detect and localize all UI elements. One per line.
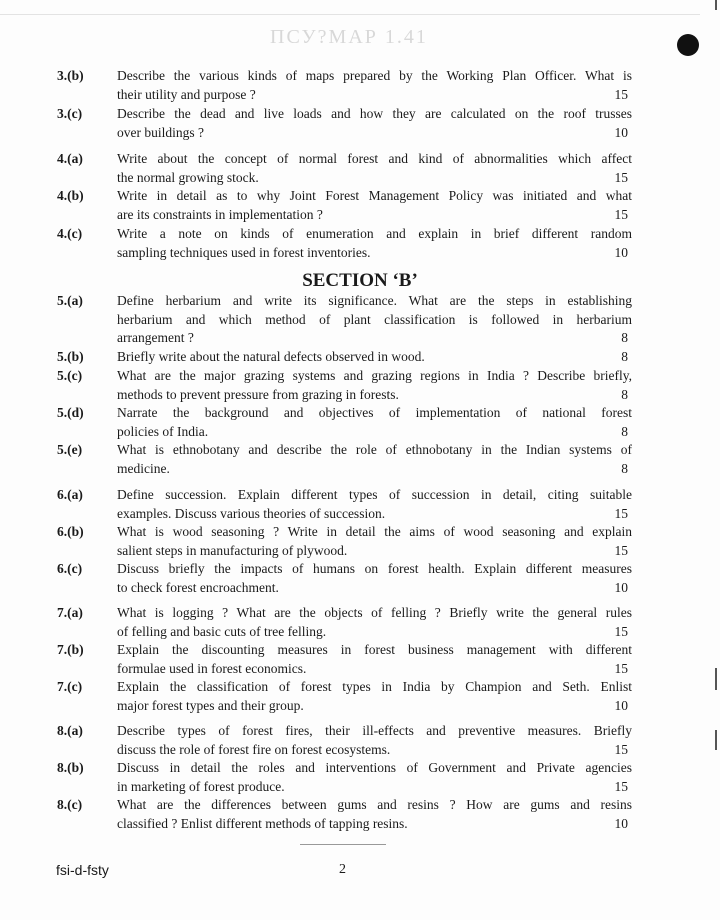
question-line: their utility and purpose ? — [117, 86, 256, 102]
question-last-line — [117, 505, 632, 524]
question-line: policies of India. — [117, 423, 209, 439]
question-line: Discuss briefly the impacts of humans on forest health. Explain different measures — [117, 561, 632, 576]
question-text — [117, 678, 632, 715]
page-number: 2 — [339, 862, 346, 877]
question-line: the normal growing stock. — [117, 169, 259, 185]
question-number: 4.(b) — [57, 188, 84, 203]
section-heading: SECTION ‘B’ — [302, 270, 418, 291]
question-text — [117, 292, 632, 348]
marks-value: 8 — [621, 330, 628, 345]
question-text — [117, 523, 632, 560]
question-line: What are the major grazing systems and grazing regions in India ? Describe briefly, — [117, 368, 632, 383]
question-text — [117, 441, 632, 478]
question-line: methods to prevent pressure from grazing in forests. — [117, 386, 399, 402]
marks-value: 15 — [614, 505, 628, 521]
question-number: 6.(c) — [57, 561, 83, 576]
question-line: Explain the classification of forest types in India by Champion and Seth. Enlist — [117, 679, 632, 694]
question-text — [117, 67, 632, 104]
question-last-line — [117, 623, 632, 642]
question-text — [117, 641, 632, 678]
question-last-line — [117, 86, 632, 105]
question-last-line — [117, 169, 632, 188]
question-line: formulae used in forest economics. — [117, 660, 307, 676]
question-last-line — [117, 660, 632, 679]
question-number: 5.(b) — [57, 349, 84, 364]
top-divider — [0, 14, 700, 15]
edge-mark — [715, 668, 717, 690]
marks-value: 8 — [621, 349, 628, 364]
question-last-line — [117, 778, 632, 797]
question-last-line — [117, 815, 632, 834]
marks-value: 8 — [621, 386, 628, 402]
question-last-line — [117, 206, 632, 225]
marks-value: 15 — [614, 660, 628, 676]
question-number: 3.(c) — [57, 106, 83, 121]
registration-dot — [677, 34, 699, 56]
question-line: Explain the discounting measures in forest business management with different — [117, 642, 632, 657]
marks-value: 15 — [614, 86, 628, 102]
question-line: examples. Discuss various theories of succession. — [117, 505, 386, 521]
question-number: 6.(a) — [57, 487, 83, 502]
question-line: of felling and basic cuts of tree felling. — [117, 623, 327, 639]
question-text — [117, 722, 632, 759]
question-line: in marketing of forest produce. — [117, 778, 285, 794]
question-number: 5.(d) — [57, 405, 84, 420]
question-text — [117, 187, 632, 224]
question-line: Describe the dead and live loads and how they are calculated on the roof trusses — [117, 106, 632, 121]
marks-value: 15 — [614, 169, 628, 185]
question-line: Discuss in detail the roles and interventions of Government and Private agencies — [117, 760, 632, 775]
question-number: 5.(c) — [57, 368, 83, 383]
question-number: 3.(b) — [57, 68, 84, 83]
question-number: 7.(b) — [57, 642, 84, 657]
question-number: 8.(c) — [57, 797, 83, 812]
question-line: Describe the various kinds of maps prepared by the Working Plan Officer. What is — [117, 68, 632, 83]
question-line: arrangement ? — [117, 330, 194, 345]
question-last-line — [117, 329, 632, 348]
question-number: 5.(e) — [57, 442, 83, 457]
question-last-line — [117, 460, 632, 479]
question-line: over buildings ? — [117, 124, 204, 140]
marks-value: 15 — [614, 778, 628, 794]
question-line: Narrate the background and objectives of implementation of national forest — [117, 405, 632, 420]
question-line: Define succession. Explain different types of succession in detail, citing suitable — [117, 487, 632, 502]
question-line: What are the differences between gums and resins ? How are gums and resins — [117, 797, 632, 812]
marks-value: 15 — [614, 206, 628, 222]
faint-header-text: ПСУ?МАР 1.41 — [270, 26, 428, 48]
edge-mark — [715, 0, 717, 10]
paper-code: fsi-d-fsty — [56, 862, 109, 878]
marks-value: 15 — [614, 542, 628, 558]
question-line: Define herbarium and write its significance. What are the steps in establishing — [117, 293, 632, 308]
question-number: 7.(a) — [57, 605, 83, 620]
question-last-line — [117, 348, 632, 367]
question-number: 7.(c) — [57, 679, 83, 694]
question-number: 6.(b) — [57, 524, 84, 539]
question-line: are its constraints in implementation ? — [117, 206, 323, 222]
question-last-line — [117, 697, 632, 716]
question-line: classified ? Enlist different methods of tapping resins. — [117, 815, 408, 831]
question-last-line — [117, 423, 632, 442]
marks-value: 10 — [614, 124, 628, 140]
marks-value: 10 — [614, 244, 628, 260]
marks-value: 10 — [614, 815, 628, 831]
marks-value: 10 — [614, 697, 628, 713]
question-line: Write in detail as to why Joint Forest Management Policy was initiated and what — [117, 188, 632, 203]
question-line: sampling techniques used in forest inventories. — [117, 244, 371, 260]
question-text — [117, 604, 632, 641]
question-last-line — [117, 579, 632, 598]
question-last-line — [117, 741, 632, 760]
marks-value: 15 — [614, 741, 628, 757]
question-number: 5.(a) — [57, 293, 83, 308]
question-text — [117, 560, 632, 597]
marks-value: 8 — [621, 460, 628, 476]
question-line: herbarium and which method of plant classification is followed in herbarium — [117, 311, 632, 327]
marks-value: 10 — [614, 579, 628, 595]
question-text — [117, 486, 632, 523]
question-text — [117, 150, 632, 187]
marks-value: 15 — [614, 623, 628, 639]
question-line: Briefly write about the natural defects observed in wood. — [117, 349, 425, 364]
question-line: Write about the concept of normal forest and kind of abnormalities which affect — [117, 151, 632, 166]
question-last-line — [117, 542, 632, 561]
question-number: 8.(a) — [57, 723, 83, 738]
question-line: major forest types and their group. — [117, 697, 304, 713]
question-line: What is wood seasoning ? Write in detail the aims of wood seasoning and explain — [117, 524, 632, 539]
question-number: 4.(a) — [57, 151, 83, 166]
question-text — [117, 348, 632, 367]
question-text — [117, 796, 632, 833]
question-text — [117, 404, 632, 441]
question-line: Describe types of forest fires, their ill-effects and preventive measures. Briefly — [117, 723, 632, 738]
question-last-line — [117, 386, 632, 405]
question-line: medicine. — [117, 460, 170, 476]
question-number: 8.(b) — [57, 760, 84, 775]
question-line: discuss the role of forest fire on forest ecosystems. — [117, 741, 391, 757]
question-line: What is ethnobotany and describe the role of ethnobotany in the Indian systems of — [117, 442, 632, 457]
question-number: 4.(c) — [57, 226, 83, 241]
question-text — [117, 367, 632, 404]
footer-divider — [300, 844, 386, 845]
edge-mark — [715, 730, 717, 750]
question-last-line — [117, 124, 632, 143]
question-last-line — [117, 244, 632, 263]
question-text — [117, 759, 632, 796]
question-text — [117, 105, 632, 142]
question-line: salient steps in manufacturing of plywood. — [117, 542, 348, 558]
question-text — [117, 225, 632, 262]
question-line: Write a note on kinds of enumeration and explain in brief different random — [117, 226, 632, 241]
marks-value: 8 — [621, 423, 628, 439]
question-line: What is logging ? What are the objects of felling ? Briefly write the general rules — [117, 605, 632, 620]
question-line: to check forest encroachment. — [117, 579, 279, 595]
